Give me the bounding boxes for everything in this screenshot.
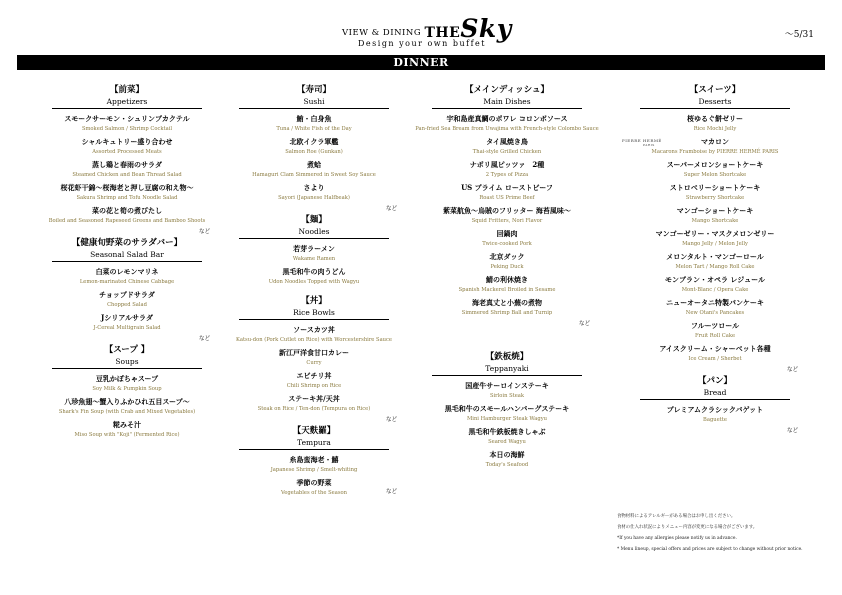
category-appetizers (32, 84, 222, 109)
brand-logo-text: PIERRE HERMÉ (622, 138, 662, 143)
pierre-herme-logo (622, 139, 662, 147)
menu-item (620, 205, 810, 226)
menu-item (32, 182, 222, 203)
category-bread (620, 375, 810, 400)
item-name-ja: ニューオータニ特製パンケーキ (666, 298, 764, 307)
etc-note: など (786, 428, 798, 434)
item-name-ja: 黒毛和牛の肉うどん (282, 267, 346, 276)
venue-sky: Sky (460, 14, 512, 43)
category-title-en: Tempura (239, 437, 389, 450)
category-title-en: Sushi (239, 96, 389, 109)
item-name-ja: マンゴーショートケーキ (676, 206, 754, 215)
menu-item (412, 426, 602, 447)
category-noodles (219, 214, 409, 239)
item-name-ja: マンゴーゼリー・マスクメロンゼリー (655, 229, 775, 238)
item-name-en: Ice Cream / Sherbet (688, 356, 742, 362)
note-menu-change-ja: 食材の仕入れ状況によりメニュー内容が変更になる場合がございます。 (617, 525, 758, 530)
category-title-ja: 【丼】 (301, 296, 327, 306)
item-name-en: Roast US Prime Beef (479, 195, 535, 201)
item-name-ja: 八珍魚翅～蟹入りふかひれ五目スープ～ (64, 397, 190, 406)
menu-item (620, 320, 810, 341)
item-name-ja: 回鍋肉 (496, 229, 518, 238)
item-name-ja: 鮪・白身魚 (296, 114, 332, 123)
item-name-en: 2 Types of Pizza (485, 172, 529, 178)
item-name-en: Vegetables of the Season (281, 490, 347, 496)
menu-item (219, 324, 409, 345)
item-name-ja: 桜ゆるぐ餅ゼリー (687, 114, 743, 123)
item-name-ja: 本日の海鮮 (489, 450, 525, 459)
item-name-en: Sirloin Steak (489, 393, 525, 399)
category-title-en: Rice Bowls (239, 307, 389, 320)
menu-item (620, 136, 810, 157)
venue-logo (342, 14, 512, 48)
menu-item (412, 251, 602, 272)
note-allergy-ja: 食物材料によるアレルギーがある場合はお申し出ください。 (617, 514, 736, 519)
menu-item (219, 243, 409, 264)
menu-item (32, 289, 222, 310)
item-name-en: J-Cereal Multigrain Salad (93, 325, 161, 331)
column-1 (32, 84, 222, 442)
item-name-ja: 豆乳かぼちゃスープ (95, 374, 159, 383)
menu-item (219, 136, 409, 157)
menu-item (412, 113, 602, 134)
menu-item (412, 228, 602, 249)
item-name-ja: スーパーメロンショートケーキ (666, 160, 764, 169)
item-name-ja: 鯖の利休焼き (486, 275, 528, 284)
item-name-ja: チョップドサラダ (99, 290, 155, 299)
item-name-en: Wakame Ramen (292, 256, 336, 262)
category-title-ja: 【スイーツ】 (689, 85, 741, 95)
category-title-en: Bread (640, 387, 790, 400)
item-name-ja: 季節の野菜 (296, 478, 332, 487)
item-name-ja: 煮蛤 (307, 160, 321, 169)
item-name-ja: 糀みそ汁 (113, 420, 141, 429)
category-title-ja: 【前菜】 (109, 85, 144, 95)
menu-item (412, 403, 602, 424)
item-name-en: Salmon Roe (Gunkan) (285, 149, 343, 155)
item-name-ja: タイ風焼き鳥 (486, 137, 528, 146)
category-title-ja: 【スープ 】 (104, 345, 150, 355)
menu-item (219, 347, 409, 368)
menu-item (620, 228, 810, 249)
item-name-ja: 黒毛和牛のスモールハンバーグステーキ (444, 404, 570, 413)
dinner-banner: DINNER (17, 55, 825, 70)
item-name-ja: 桜花虾干錦～桜海老と押し豆腐の和え物～ (60, 183, 194, 192)
item-name-ja: 若芽ラーメン (293, 244, 335, 253)
category-title-en: Soups (52, 356, 202, 369)
menu-item (32, 373, 222, 394)
category-rice-bowls (219, 295, 409, 320)
category-main-dishes (412, 84, 602, 109)
item-name-ja: Jシリアルサラダ (101, 313, 153, 322)
item-name-en: Japanese Shrimp / Smelt-whiting (270, 467, 358, 473)
menu-item (32, 312, 222, 333)
item-name-en: Tuna / White Fish of the Day (276, 126, 352, 132)
menu-item (620, 182, 810, 203)
item-name-en: Mont-Blanc / Opera Cake (681, 287, 749, 293)
category-title-en: Teppanyaki (432, 363, 582, 376)
category-title-en: Noodles (239, 226, 389, 239)
period-label: ～5/31 (784, 30, 814, 40)
menu-item (219, 266, 409, 287)
menu-item (219, 182, 409, 203)
category-title-ja: 【メインディッシュ】 (465, 85, 549, 95)
item-name-en: Super Melon Shortcake (683, 172, 747, 178)
item-name-ja: アイスクリーム・シャーベット各種 (659, 344, 771, 353)
note-menu-change-en: * Menu lineup, special offers and prices are subject to change without prior notice. (617, 547, 803, 552)
column-3 (412, 84, 602, 472)
etc-note: など (198, 336, 210, 342)
column-4 (620, 84, 810, 436)
category-title-ja: 【麺】 (301, 215, 327, 225)
item-name-en: Pan-fried Sea Bream from Uwajima with French-style Colombo Sauce (415, 126, 599, 132)
category-title-ja: 【天麩羅】 (292, 426, 336, 436)
menu-item (32, 419, 222, 440)
brand-logo-sub: PARIS (642, 143, 655, 147)
item-name-en: Today's Seafood (485, 462, 529, 468)
menu-item (412, 159, 602, 180)
menu-item (219, 113, 409, 134)
category-title-ja: 【寿司】 (296, 85, 331, 95)
category-title-en: Desserts (640, 96, 790, 109)
venue-the: THE (424, 25, 461, 41)
column-2 (219, 84, 409, 497)
category-title-en: Main Dishes (432, 96, 582, 109)
item-name-ja: プレミアムクラシックバゲット (666, 405, 764, 414)
menu-item (412, 205, 602, 226)
item-name-en: Chili Shrimp on Rice (286, 383, 342, 389)
item-name-en: Simmered Shrimp Ball and Turnip (461, 310, 553, 316)
item-name-en: Peking Duck (490, 264, 524, 270)
menu-item (412, 182, 602, 203)
category-sushi (219, 84, 409, 109)
etc-note: など (198, 229, 210, 235)
menu-item (219, 454, 409, 475)
item-name-ja: 糸島蛮海老・鱚 (289, 455, 339, 464)
item-name-ja: 紫菜航魚～烏賊のフリッター 海苔風味～ (443, 206, 571, 215)
item-name-en: Fruit Roll Cake (694, 333, 736, 339)
item-name-en: Shark's Fin Soup (with Crab and Mixed Vegetables) (58, 409, 196, 415)
item-name-en: Spanish Mackerel Broiled in Sesame (458, 287, 556, 293)
item-name-ja: ストロベリーショートケーキ (669, 183, 761, 192)
item-name-en: Hamaguri Clam Simmered in Sweet Soy Sauce (252, 172, 376, 178)
category-salad-bar (32, 237, 222, 262)
item-name-en: Udon Noodles Topped with Wagyu (268, 279, 360, 285)
item-name-en: Miso Soup with "Koji" (Fermented Rice) (74, 432, 180, 438)
item-name-ja: 白菜のレモンマリネ (95, 267, 159, 276)
note-allergy-en: *If you have any allergies please notify us in advance. (617, 536, 737, 541)
item-name-en: Chopped Salad (107, 302, 147, 308)
item-name-ja: 黒毛和牛鉄板焼きしゃぶ (468, 427, 546, 436)
menu-item (620, 113, 810, 134)
item-name-ja: スモークサーモン・シュリンプカクテル (64, 114, 190, 123)
item-name-en: Baguette (703, 417, 727, 423)
item-name-en: Thai-style Grilled Chicken (472, 149, 542, 155)
item-name-en: Assorted Processed Meats (92, 149, 162, 155)
menu-item (219, 393, 409, 414)
item-name-en: Seared Wagyu (488, 439, 526, 445)
item-name-ja: 宇和島産真鯛のポワレ コロンボソース (446, 114, 568, 123)
item-name-en: Steak on Rice / Ten-don (Tempura on Rice) (257, 406, 371, 412)
item-name-en: Curry (306, 360, 322, 366)
etc-note: など (385, 417, 397, 423)
menu-item (412, 297, 602, 318)
item-name-ja: 国産牛サーロインステーキ (465, 381, 549, 390)
item-name-ja: 海老真丈と小蕪の煮物 (472, 298, 542, 307)
item-name-ja: ナポリ風ピッツァ 2種 (469, 160, 545, 169)
item-name-en: Katsu-don (Pork Cutlet on Rice) with Worcestershire Sauce (236, 337, 392, 343)
item-name-ja: さより (303, 183, 325, 192)
menu-item (620, 297, 810, 318)
category-title-ja: 【鉄板焼】 (485, 352, 529, 362)
item-name-ja: ステーキ丼/天丼 (288, 394, 340, 403)
item-name-en: Twice-cooked Pork (482, 241, 532, 247)
item-name-en: Squid Fritters, Nori Flavor (471, 218, 543, 224)
item-name-en: Boiled and Seasoned Rapeseed Greens and Bamboo Shoots (48, 218, 206, 224)
item-name-en: Mini Hamburger Steak Wagyu (467, 416, 547, 422)
item-name-ja: ソースカツ丼 (293, 325, 335, 334)
item-name-ja: 菜の花と筍の煮びたし (92, 206, 162, 215)
etc-note: など (786, 367, 798, 373)
item-name-en: Sayori (Japanese Halfbeak) (278, 195, 350, 201)
category-desserts (620, 84, 810, 109)
category-soups (32, 344, 222, 369)
item-name-en: Soy Milk & Pumpkin Soup (92, 386, 162, 392)
item-name-ja: 北京ダック (489, 252, 525, 261)
item-name-en: Smoked Salmon / Shrimp Cocktail (81, 126, 173, 132)
item-name-en: Lemon-marinated Chinese Cabbage (79, 279, 175, 285)
item-name-en: Melon Tart / Mango Roll Cake (675, 264, 755, 270)
etc-note: など (578, 321, 590, 327)
menu-item (620, 274, 810, 295)
category-tempura (219, 425, 409, 450)
menu-item (412, 449, 602, 470)
menu-item (620, 159, 810, 180)
item-name-en: Mango Shortcake (691, 218, 739, 224)
item-name-ja: マカロン (701, 137, 729, 146)
category-title-ja: 【パン】 (697, 376, 732, 386)
item-name-en: Macarons Framboise by PIERRE HERMÉ PARIS (651, 149, 779, 155)
item-name-en: Sakura Shrimp and Tofu Noodle Salad (76, 195, 178, 201)
category-teppanyaki (412, 351, 602, 376)
item-name-ja: シャルキュトリー盛り合わせ (81, 137, 173, 146)
venue-tagline: Design your own buffet (358, 39, 486, 48)
menu-item (620, 251, 810, 272)
item-name-ja: フルーツロール (690, 321, 740, 330)
etc-note: など (385, 489, 397, 495)
item-name-en: Mango Jelly / Melon Jelly (682, 241, 748, 247)
venue-prefix: VIEW & DINING (342, 28, 422, 38)
menu-item (32, 266, 222, 287)
item-name-en: Steamed Chicken and Bean Thread Salad (72, 172, 182, 178)
item-name-ja: モンブラン・オペラ レジュール (665, 275, 765, 284)
footnotes (617, 513, 827, 557)
item-name-ja: US プライム ローストビーフ (461, 183, 553, 192)
menu-item (32, 205, 222, 226)
item-name-en: New Otani's Pancakes (685, 310, 745, 316)
menu-item (32, 159, 222, 180)
item-name-ja: 北欧イクラ軍艦 (289, 137, 339, 146)
item-name-en: Rice Mochi Jelly (693, 126, 737, 132)
menu-item (32, 396, 222, 417)
item-name-ja: エビチリ丼 (296, 371, 332, 380)
menu-item (219, 370, 409, 391)
menu-item (620, 404, 810, 425)
menu-item (620, 343, 810, 364)
category-title-ja: 【健康旬野菜のサラダバー】 (71, 238, 183, 248)
etc-note: など (385, 206, 397, 212)
menu-item (32, 136, 222, 157)
menu-item (412, 380, 602, 401)
menu-item (32, 113, 222, 134)
item-name-ja: メロンタルト・マンゴーロール (666, 252, 764, 261)
category-title-en: Appetizers (52, 96, 202, 109)
menu-item (219, 159, 409, 180)
item-name-ja: 蒸し鶏と春雨のサラダ (92, 160, 162, 169)
menu-item (412, 274, 602, 295)
item-name-ja: 新江戸洋食甘口カレー (279, 348, 349, 357)
item-name-en: Strawberry Shortcake (685, 195, 745, 201)
menu-item (412, 136, 602, 157)
category-title-en: Seasonal Salad Bar (52, 249, 202, 262)
